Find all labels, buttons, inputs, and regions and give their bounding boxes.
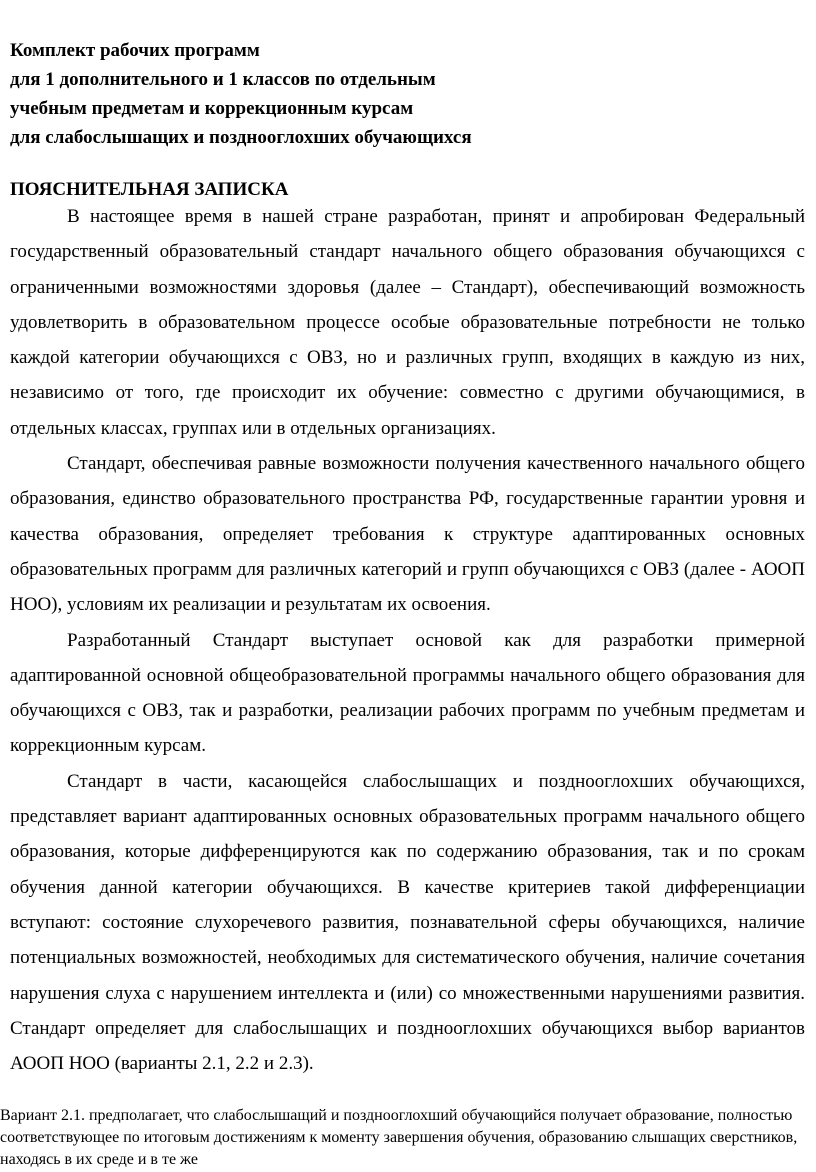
section-title: ПОЯСНИТЕЛЬНАЯ ЗАПИСКА (10, 179, 289, 200)
body-paragraph: Стандарт, обеспечивая равные возможности получения качественного начального общего образования, единство образовательного пространства РФ, государственные гарантии уровня и качества образования, определяет требования к структуре адаптированных основных образовательных программ для различных категорий и групп обучающихся с ОВЗ (далее - АООП НОО), условиям их реализации и результатам их освоения. (10, 453, 805, 616)
body-paragraph: Разработанный Стандарт выступает основой как для разработки примерной адаптированной основной общеобразовательной программы начального общего образования для обучающихся с ОВЗ, так и разработки, реализации рабочих программ по учебным предметам и коррекционным курсам. (10, 629, 805, 757)
body-paragraph: В настоящее время в нашей стране разработан, принят и апробирован Федеральный государственный образовательный стандарт начального общего образования обучающихся с ограниченными возможностями здоровья (далее – Стандарт), обеспечивающий возможность удовлетворить в образовательном процессе особые образовательные потребности не только каждой категории обучающихся с ОВЗ, но и различных групп, входящих в каждую из них, независимо от того, где происходит их обучение: совместно с другими обучающимися, в отдельных классах, группах или в отдельных организациях. (10, 206, 805, 439)
header-line: для слабослышащих и позднооглохших обучающихся (10, 127, 472, 148)
document-header (10, 36, 790, 152)
footer-paragraph: Вариант 2.1. предполагает, что слабослышащий и позднооглохший обучающийся получает образование, полностью соответствующее по итоговым достижениям к моменту завершения обучения, образованию слышащих сверстников, находясь в их среде и в те же (0, 1107, 798, 1168)
variant-description (0, 1105, 812, 1171)
explanatory-note-body (10, 199, 805, 1081)
header-line: учебным предметам и коррекционным курсам (10, 98, 414, 119)
header-line: Комплект рабочих программ (10, 40, 260, 61)
header-line: для 1 дополнительного и 1 классов по отдельным (10, 69, 436, 90)
body-paragraph: Стандарт в части, касающейся слабослышащих и позднооглохших обучающихся, представляет вариант адаптированных основных образовательных программ начального общего образования, которые дифференцируются как по содержанию образования, так и по срокам обучения данной категории обучающихся. В качестве критериев такой дифференциации вступают: состояние слухоречевого развития, познавательной сферы обучающихся, наличие потенциальных возможностей, необходимых для систематического обучения, наличие сочетания нарушения слуха с нарушением интеллекта и (или) со множественными нарушениями развития. Стандарт определяет для слабослышащих и позднооглохших обучающихся выбор вариантов АООП НОО (варианты 2.1, 2.2 и 2.3). (10, 770, 805, 1075)
